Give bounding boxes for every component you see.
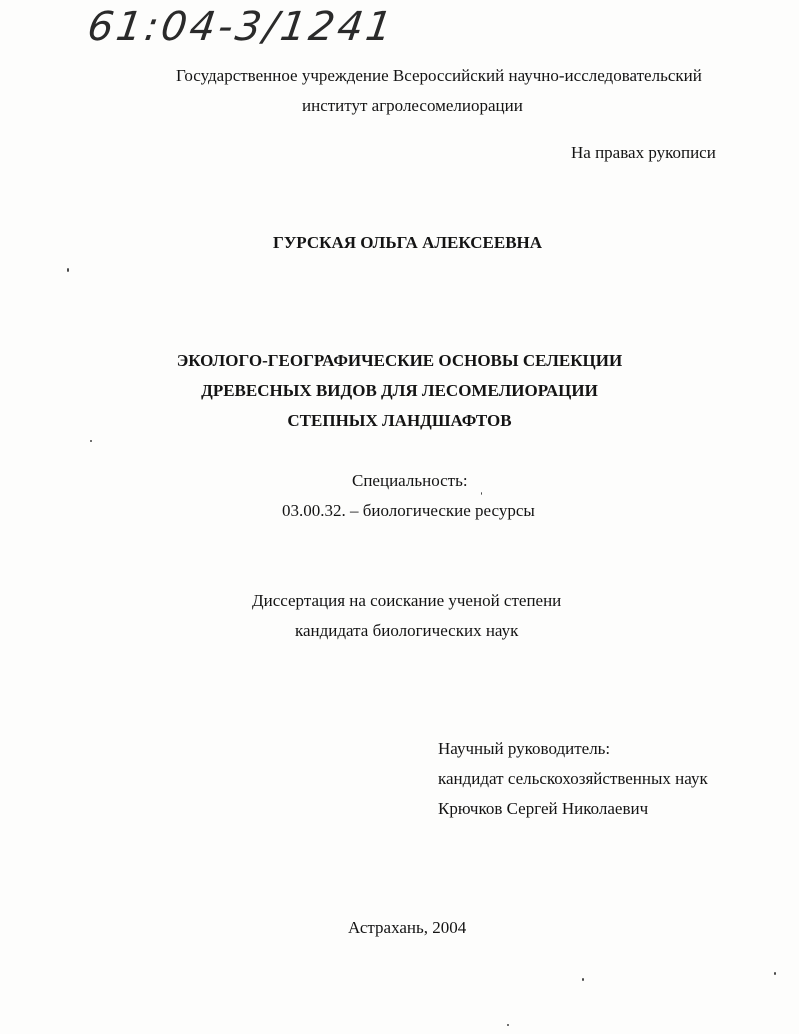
supervisor-label: Научный руководитель: (438, 739, 611, 758)
specialty-label: Специальность: (352, 471, 468, 490)
title-line-2: ДРЕВЕСНЫХ ВИДОВ ДЛЯ ЛЕСОМЕЛИОРАЦИИ (201, 381, 598, 400)
dissertation-line-2: кандидата биологических наук (295, 621, 519, 640)
author-name: ГУРСКАЯ ОЛЬГА АЛЕКСЕЕВНА (273, 233, 543, 252)
scan-speck (481, 492, 482, 495)
supervisor-degree: кандидат сельскохозяйственных наук (438, 769, 708, 788)
scan-speck (67, 268, 69, 272)
institution-line-1: Государственное учреждение Всероссийский научно-исследовательский (176, 66, 702, 85)
supervisor-name: Крючков Сергей Николаевич (438, 799, 649, 818)
scan-speck (507, 1024, 509, 1026)
city-year: Астрахань, 2004 (348, 918, 467, 937)
scan-speck (774, 972, 776, 975)
scan-speck (582, 978, 584, 981)
institution-line-2: институт агролесомелиорации (302, 96, 523, 115)
dissertation-line-1: Диссертация на соискание ученой степени (252, 591, 562, 610)
scan-speck (90, 440, 92, 442)
handwritten-archive-number: 61:04-3/1241 (84, 4, 398, 50)
title-line-1: ЭКОЛОГО-ГЕОГРАФИЧЕСКИЕ ОСНОВЫ СЕЛЕКЦИИ (176, 351, 623, 370)
rights-note: На правах рукописи (571, 143, 716, 162)
specialty-value: 03.00.32. – биологические ресурсы (282, 501, 535, 520)
title-line-3: СТЕПНЫХ ЛАНДШАФТОВ (287, 411, 512, 430)
